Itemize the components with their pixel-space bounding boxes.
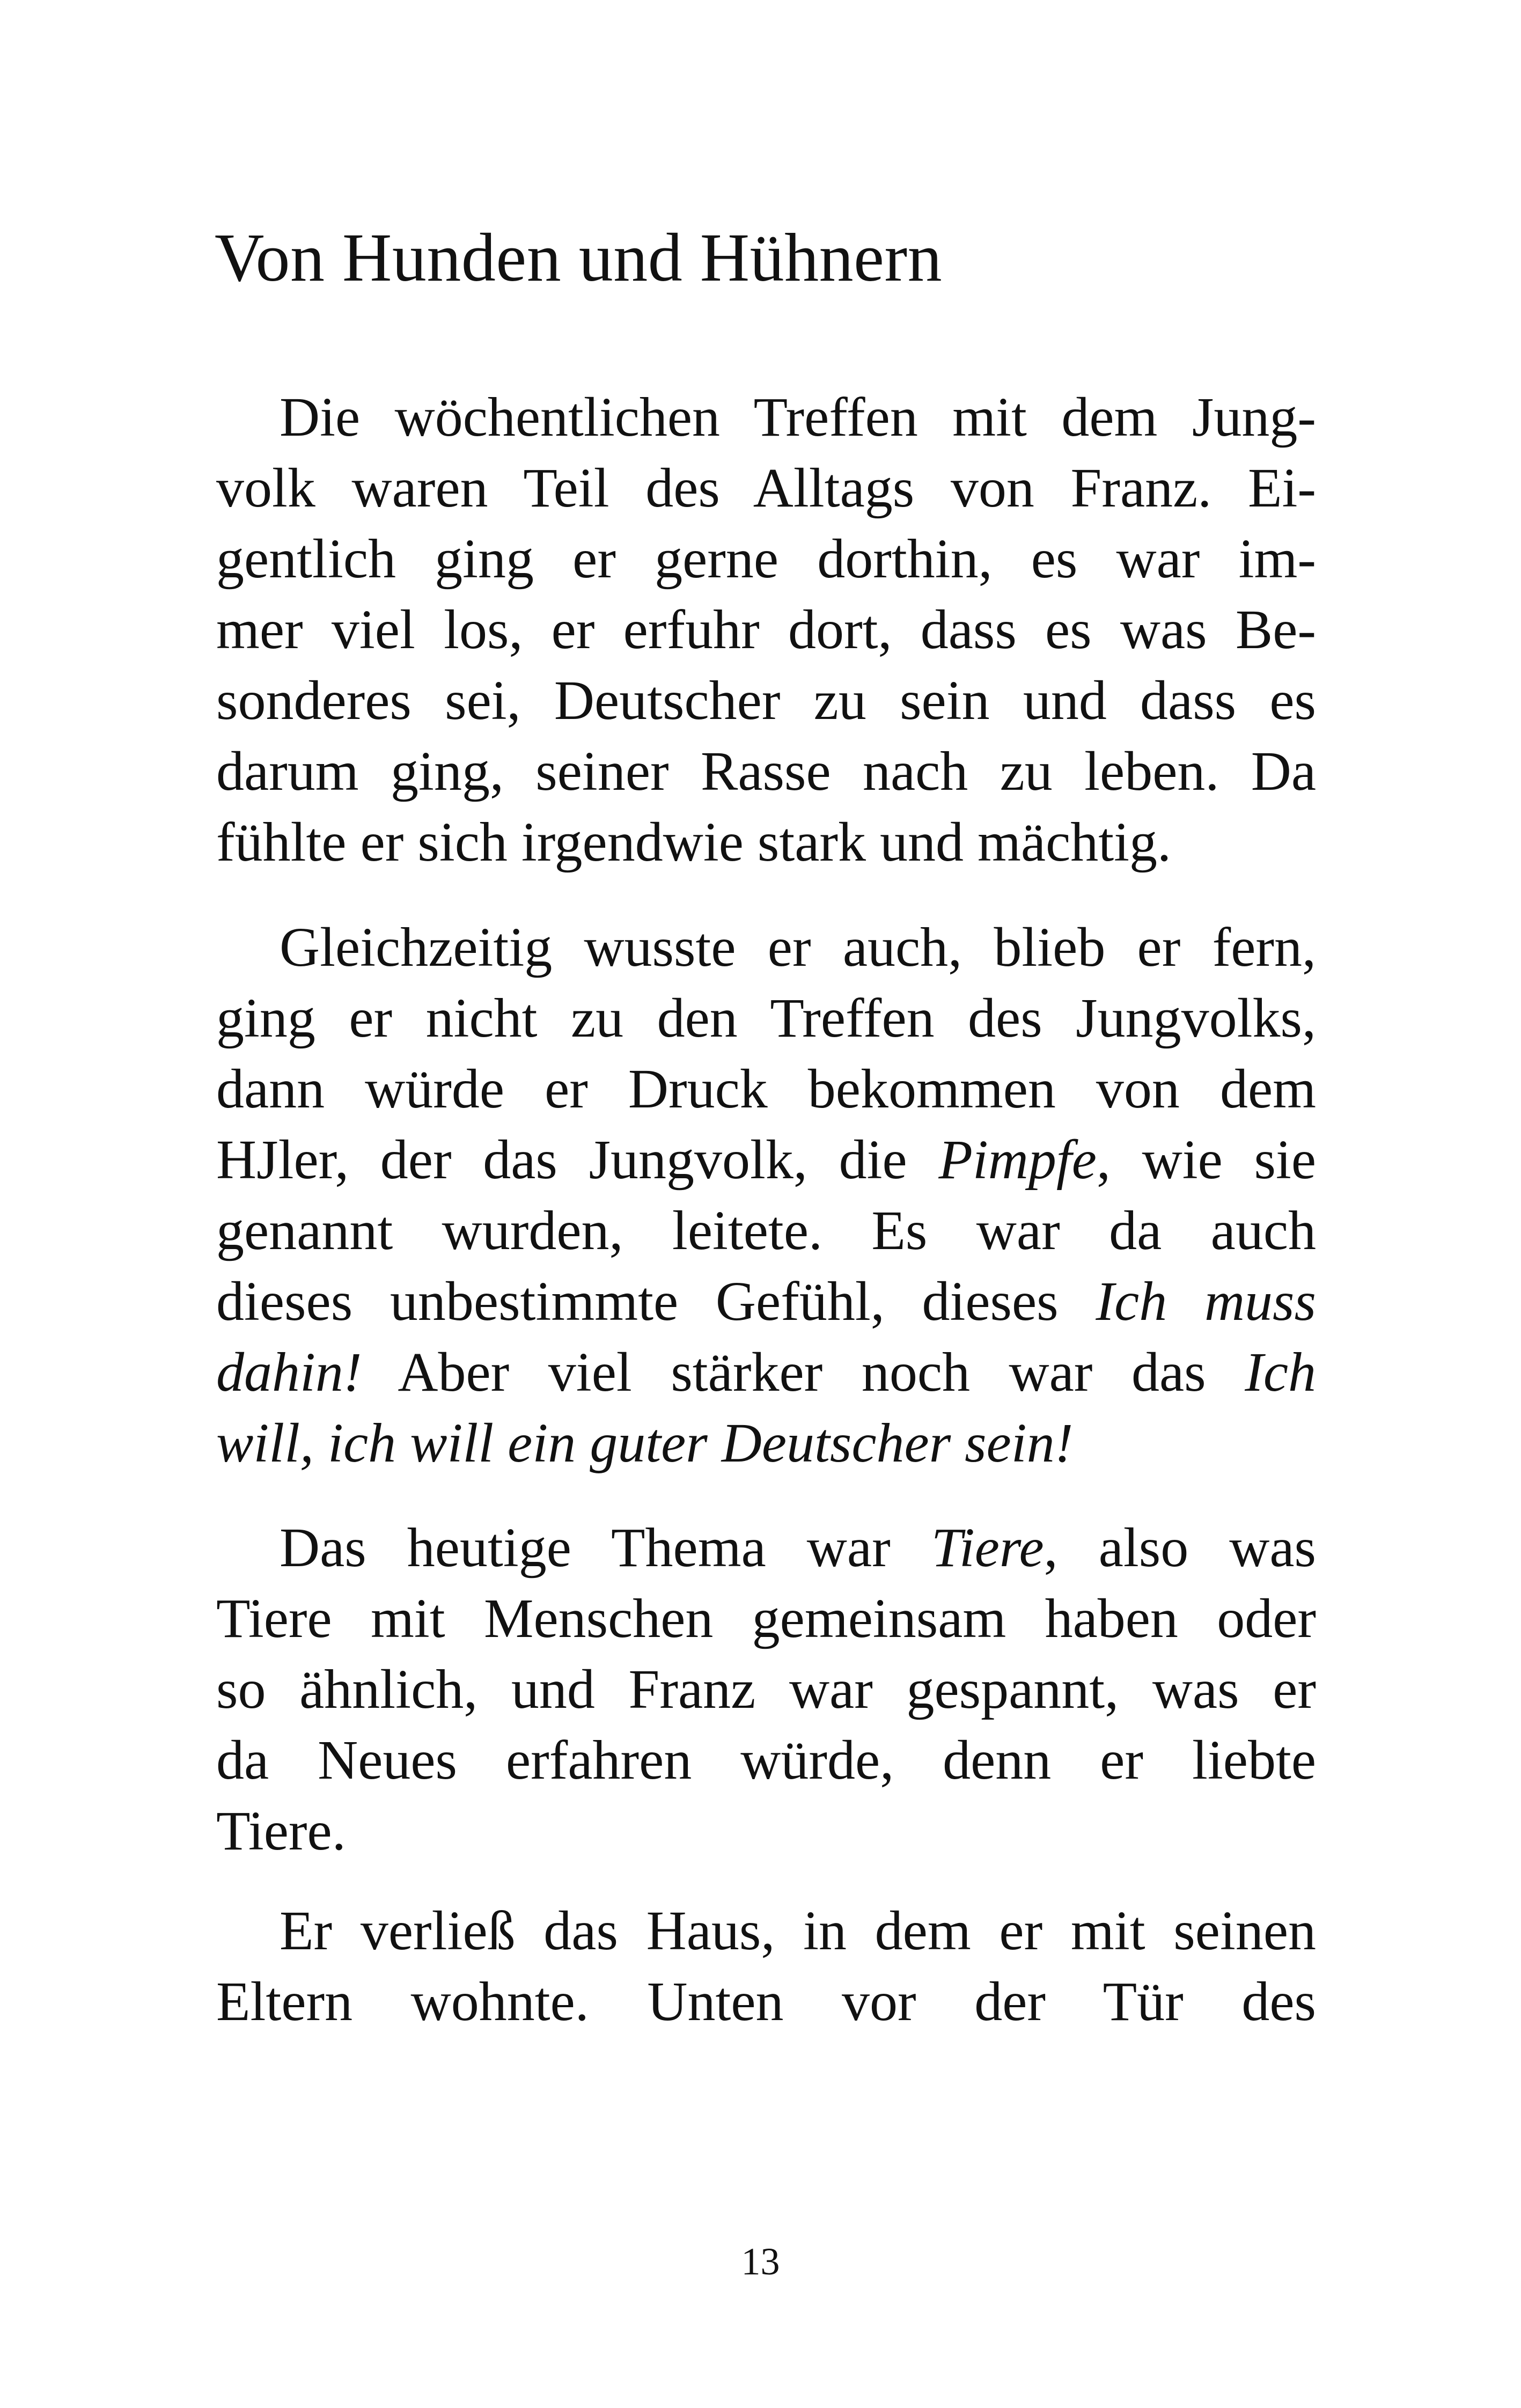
text-line: mer viel los, er erfuhr dort, dass es was Be- <box>216 599 1316 660</box>
text-line: Die wöchentlichen Treffen mit dem Jung- <box>280 386 1316 448</box>
text-line: gentlich ging er gerne dorthin, es war im- <box>216 528 1316 590</box>
text-line: Eltern wohnte. Unten vor der Tür des <box>216 1971 1316 2032</box>
text-line: will, ich will ein guter Deutscher sein! <box>216 1412 1074 1474</box>
text-line: Tiere mit Menschen gemeinsam haben oder <box>216 1588 1316 1649</box>
text-line: ging er nicht zu den Treffen des Jungvolks, <box>216 987 1316 1049</box>
text-line: dieses unbestimmte Gefühl, dieses Ich muss <box>216 1271 1316 1332</box>
text-line: sonderes sei, Deutscher zu sein und dass es <box>216 670 1316 731</box>
text-line: darum ging, seiner Rasse nach zu leben. Da <box>216 740 1316 802</box>
text-line: genannt wurden, leitete. Es war da auch <box>216 1200 1316 1261</box>
paragraph-2 <box>216 912 1316 1479</box>
text-line: fühlte er sich irgendwie stark und mächtig. <box>216 811 1172 873</box>
paragraph-4 <box>216 1896 1316 2037</box>
text-line: Gleichzeitig wusste er auch, blieb er fern, <box>280 916 1316 978</box>
text-line: so ähnlich, und Franz war gespannt, was er <box>216 1658 1316 1720</box>
text-line: Das heutige Thema war Tiere, also was <box>280 1517 1316 1579</box>
text-line: da Neues erfahren würde, denn er liebte <box>216 1729 1316 1791</box>
chapter-title: Von Hunden und Hühnern <box>215 219 943 296</box>
text-line: Tiere. <box>216 1800 346 1862</box>
text-line: dahin! Aber viel stärker noch war das Ich <box>216 1341 1316 1403</box>
text-line: HJler, der das Jungvolk, die Pimpfe, wie sie <box>216 1129 1316 1191</box>
text-line: Er verließ das Haus, in dem er mit seinen <box>280 1900 1316 1962</box>
page-number: 13 <box>741 2240 780 2283</box>
paragraph-3 <box>216 1513 1316 1867</box>
text-line: dann würde er Druck bekommen von dem <box>216 1058 1316 1120</box>
text-line: volk waren Teil des Alltags von Franz. Ei- <box>216 457 1316 519</box>
paragraph-1 <box>216 382 1316 878</box>
